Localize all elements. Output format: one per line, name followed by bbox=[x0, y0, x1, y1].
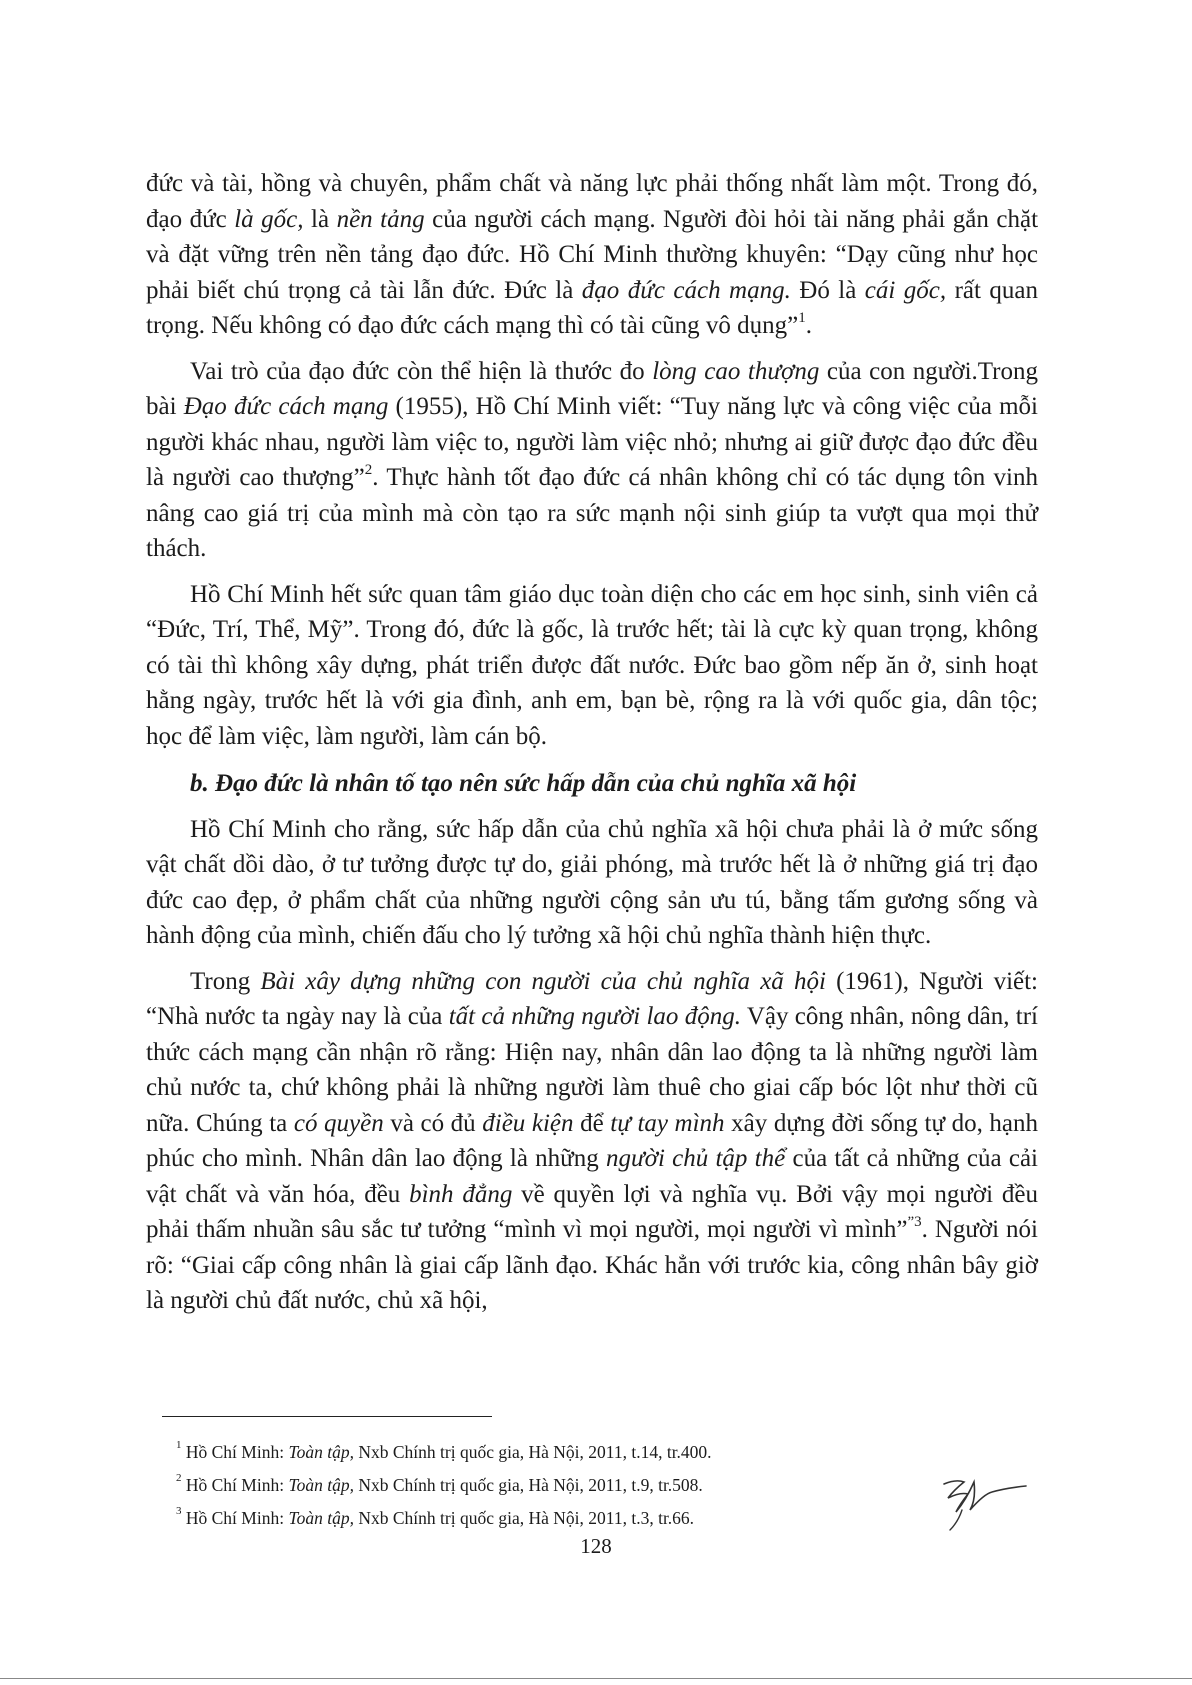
emphasis: đạo đức cách mạng. bbox=[581, 276, 791, 304]
text-run: Đó là bbox=[790, 276, 865, 304]
text-run: . Thực hành tốt đạo đức cá nhân không chỉ có tác dụng tôn vinh nâng cao giá trị của mình mà còn tạo ra sức mạnh nội sinh giúp ta vượt qua mọi thử thách. bbox=[146, 464, 1038, 562]
emphasis: nền tảng bbox=[336, 205, 425, 233]
text-run: về quyền lợi và nghĩa vụ. Bởi vậy mọi người đều phải thấm nhuần sâu sắc tư tưởng “mình vì mọi người, mọi người vì mình” bbox=[146, 1180, 1038, 1243]
text-run: là bbox=[303, 205, 337, 233]
text-run: của con người.Trong bài bbox=[146, 357, 1038, 420]
text-run: Trong bbox=[190, 967, 261, 995]
page-number: 128 bbox=[580, 1534, 612, 1558]
text-run: để bbox=[573, 1109, 611, 1137]
emphasis: bình đẳng bbox=[409, 1180, 513, 1208]
footnote-source: Nxb Chính trị quốc gia, Hà Nội, 2011, t.9, tr.508. bbox=[353, 1475, 703, 1495]
footnote bbox=[176, 1469, 1016, 1502]
footnote-ref: 1 bbox=[798, 309, 806, 326]
footnote-number: 1 bbox=[176, 1439, 182, 1452]
footnote-source: Nxb Chính trị quốc gia, Hà Nội, 2011, t.3, tr.66. bbox=[353, 1508, 695, 1528]
text-run: và có đủ bbox=[383, 1109, 483, 1137]
text-run: rất quan trọng. Nếu không có đạo đức cách mạng thì có tài cũng vô dụng” bbox=[146, 276, 1038, 339]
emphasis: lòng cao thượng bbox=[652, 357, 820, 385]
emphasis: Bài xây dựng những con người của chủ nghĩa xã hội bbox=[260, 967, 826, 995]
footnote-work: Toàn tập, bbox=[288, 1508, 354, 1528]
footnote bbox=[176, 1502, 1016, 1535]
text-run: (1955), Hồ Chí Minh viết: “Tuy năng lực và công việc của mỗi người khác nhau, người làm việc to, người làm việc nhỏ; nhưng ai giữ được đạo đức đều là người cao thượng” bbox=[146, 393, 1038, 491]
text-run: . Người nói rõ: “Giai cấp công nhân là giai cấp lãnh đạo. Khác hẳn với trước kia, công nhân bây giờ là người chủ đất nước, chủ xã hội, bbox=[146, 1216, 1039, 1314]
footnote-author: Hồ Chí Minh: bbox=[185, 1508, 289, 1528]
signature-icon bbox=[940, 1470, 1030, 1547]
emphasis: tự tay mình bbox=[610, 1109, 725, 1137]
footnote-number: 2 bbox=[176, 1472, 182, 1485]
emphasis: người chủ tập thể bbox=[605, 1145, 786, 1172]
footnote-work: Toàn tập, bbox=[288, 1442, 354, 1462]
text-run: xây dựng đời sống tự do, hạnh phúc cho mình. Nhân dân lao động là những bbox=[146, 1109, 1038, 1172]
footnote-author: Hồ Chí Minh: bbox=[185, 1442, 289, 1462]
footnote-ref: 2 bbox=[364, 461, 373, 478]
footnote-number: 3 bbox=[176, 1505, 182, 1518]
text-run: Vai trò của đạo đức còn thể hiện là thước đo bbox=[190, 357, 653, 385]
footnote-ref: ”3 bbox=[907, 1213, 922, 1230]
scan-edge bbox=[0, 1678, 1192, 1679]
paragraph bbox=[146, 354, 1038, 567]
text-run: Hồ Chí Minh cho rằng, sức hấp dẫn của chủ nghĩa xã hội chưa phải là ở mức sống vật chất dồi dào, ở tư tưởng được tự do, giải phóng, mà trước hết là ở những giá trị đạo đức cao đẹp, ở phẩm chất của những người cộng sản ưu tú, bằng tấm gương sống và hành động của mình, chiến đấu cho lý tưởng xã hội chủ nghĩa thành hiện thực. bbox=[146, 815, 1038, 949]
section-heading bbox=[146, 766, 1038, 802]
paragraph bbox=[146, 166, 1038, 344]
footnote bbox=[176, 1436, 1016, 1469]
text-run: Hồ Chí Minh hết sức quan tâm giáo dục toàn diện cho các em học sinh, sinh viên cả “Đức, Trí, Thể, Mỹ”. Trong đó, đức là gốc, là trước hết; tài là cực kỳ quan trọng, không có tài thì không xây dựng, phát triển được đất nước. Đức bao gồm nếp ăn ở, sinh hoạt hằng ngày, trước hết là với gia đình, anh em, bạn bè, rộng ra là với quốc gia, dân tộc; học để làm việc, làm người, làm cán bộ. bbox=[146, 580, 1038, 750]
footnote-source: Nxb Chính trị quốc gia, Hà Nội, 2011, t.14, tr.400. bbox=[353, 1442, 712, 1462]
text-run: Vậy công nhân, nông dân, trí thức cách mạng cần nhận rõ rằng: Hiện nay, nhân dân lao động ta là những người làm chủ nước ta, chứ không phải là những người làm thuê cho giai cấp bóc lột như thời cũ nữa. Chúng ta bbox=[146, 1003, 1038, 1137]
paragraph bbox=[146, 577, 1038, 755]
footnote-work: Toàn tập, bbox=[288, 1475, 354, 1495]
text-run: (1961), Người viết: “Nhà nước ta ngày nay là của bbox=[146, 967, 1038, 1030]
emphasis: có quyền bbox=[293, 1109, 384, 1137]
body-text bbox=[146, 166, 1038, 1319]
footnote-author: Hồ Chí Minh: bbox=[185, 1475, 289, 1495]
emphasis: tất cả những người lao động. bbox=[448, 1003, 741, 1030]
emphasis: điều kiện bbox=[482, 1109, 574, 1137]
emphasis: là gốc, bbox=[234, 205, 304, 233]
paragraph bbox=[146, 964, 1038, 1319]
paragraph bbox=[146, 812, 1038, 954]
emphasis: Đạo đức cách mạng bbox=[183, 393, 389, 420]
text-run: của người cách mạng. Người đòi hỏi tài năng phải gắn chặt và đặt vững trên nền tảng đạo đức. Hồ Chí Minh thường khuyên: “Dạy cũng như học phải biết chú trọng cả tài lẫn đức. Đức là bbox=[146, 205, 1039, 304]
footnote-separator bbox=[162, 1416, 492, 1417]
text-run: b. Đạo đức là nhân tố tạo nên sức hấp dẫn của chủ nghĩa xã hội bbox=[190, 770, 857, 797]
text-run: . bbox=[805, 312, 813, 339]
text-run: của tất cả những của cải vật chất và văn hóa, đều bbox=[146, 1145, 1038, 1208]
emphasis: cái gốc, bbox=[864, 276, 947, 304]
text-run: đức và tài, hồng và chuyên, phẩm chất và năng lực phải thống nhất làm một. Trong đó, đạo đức bbox=[146, 170, 1038, 233]
footnotes bbox=[176, 1436, 1016, 1535]
